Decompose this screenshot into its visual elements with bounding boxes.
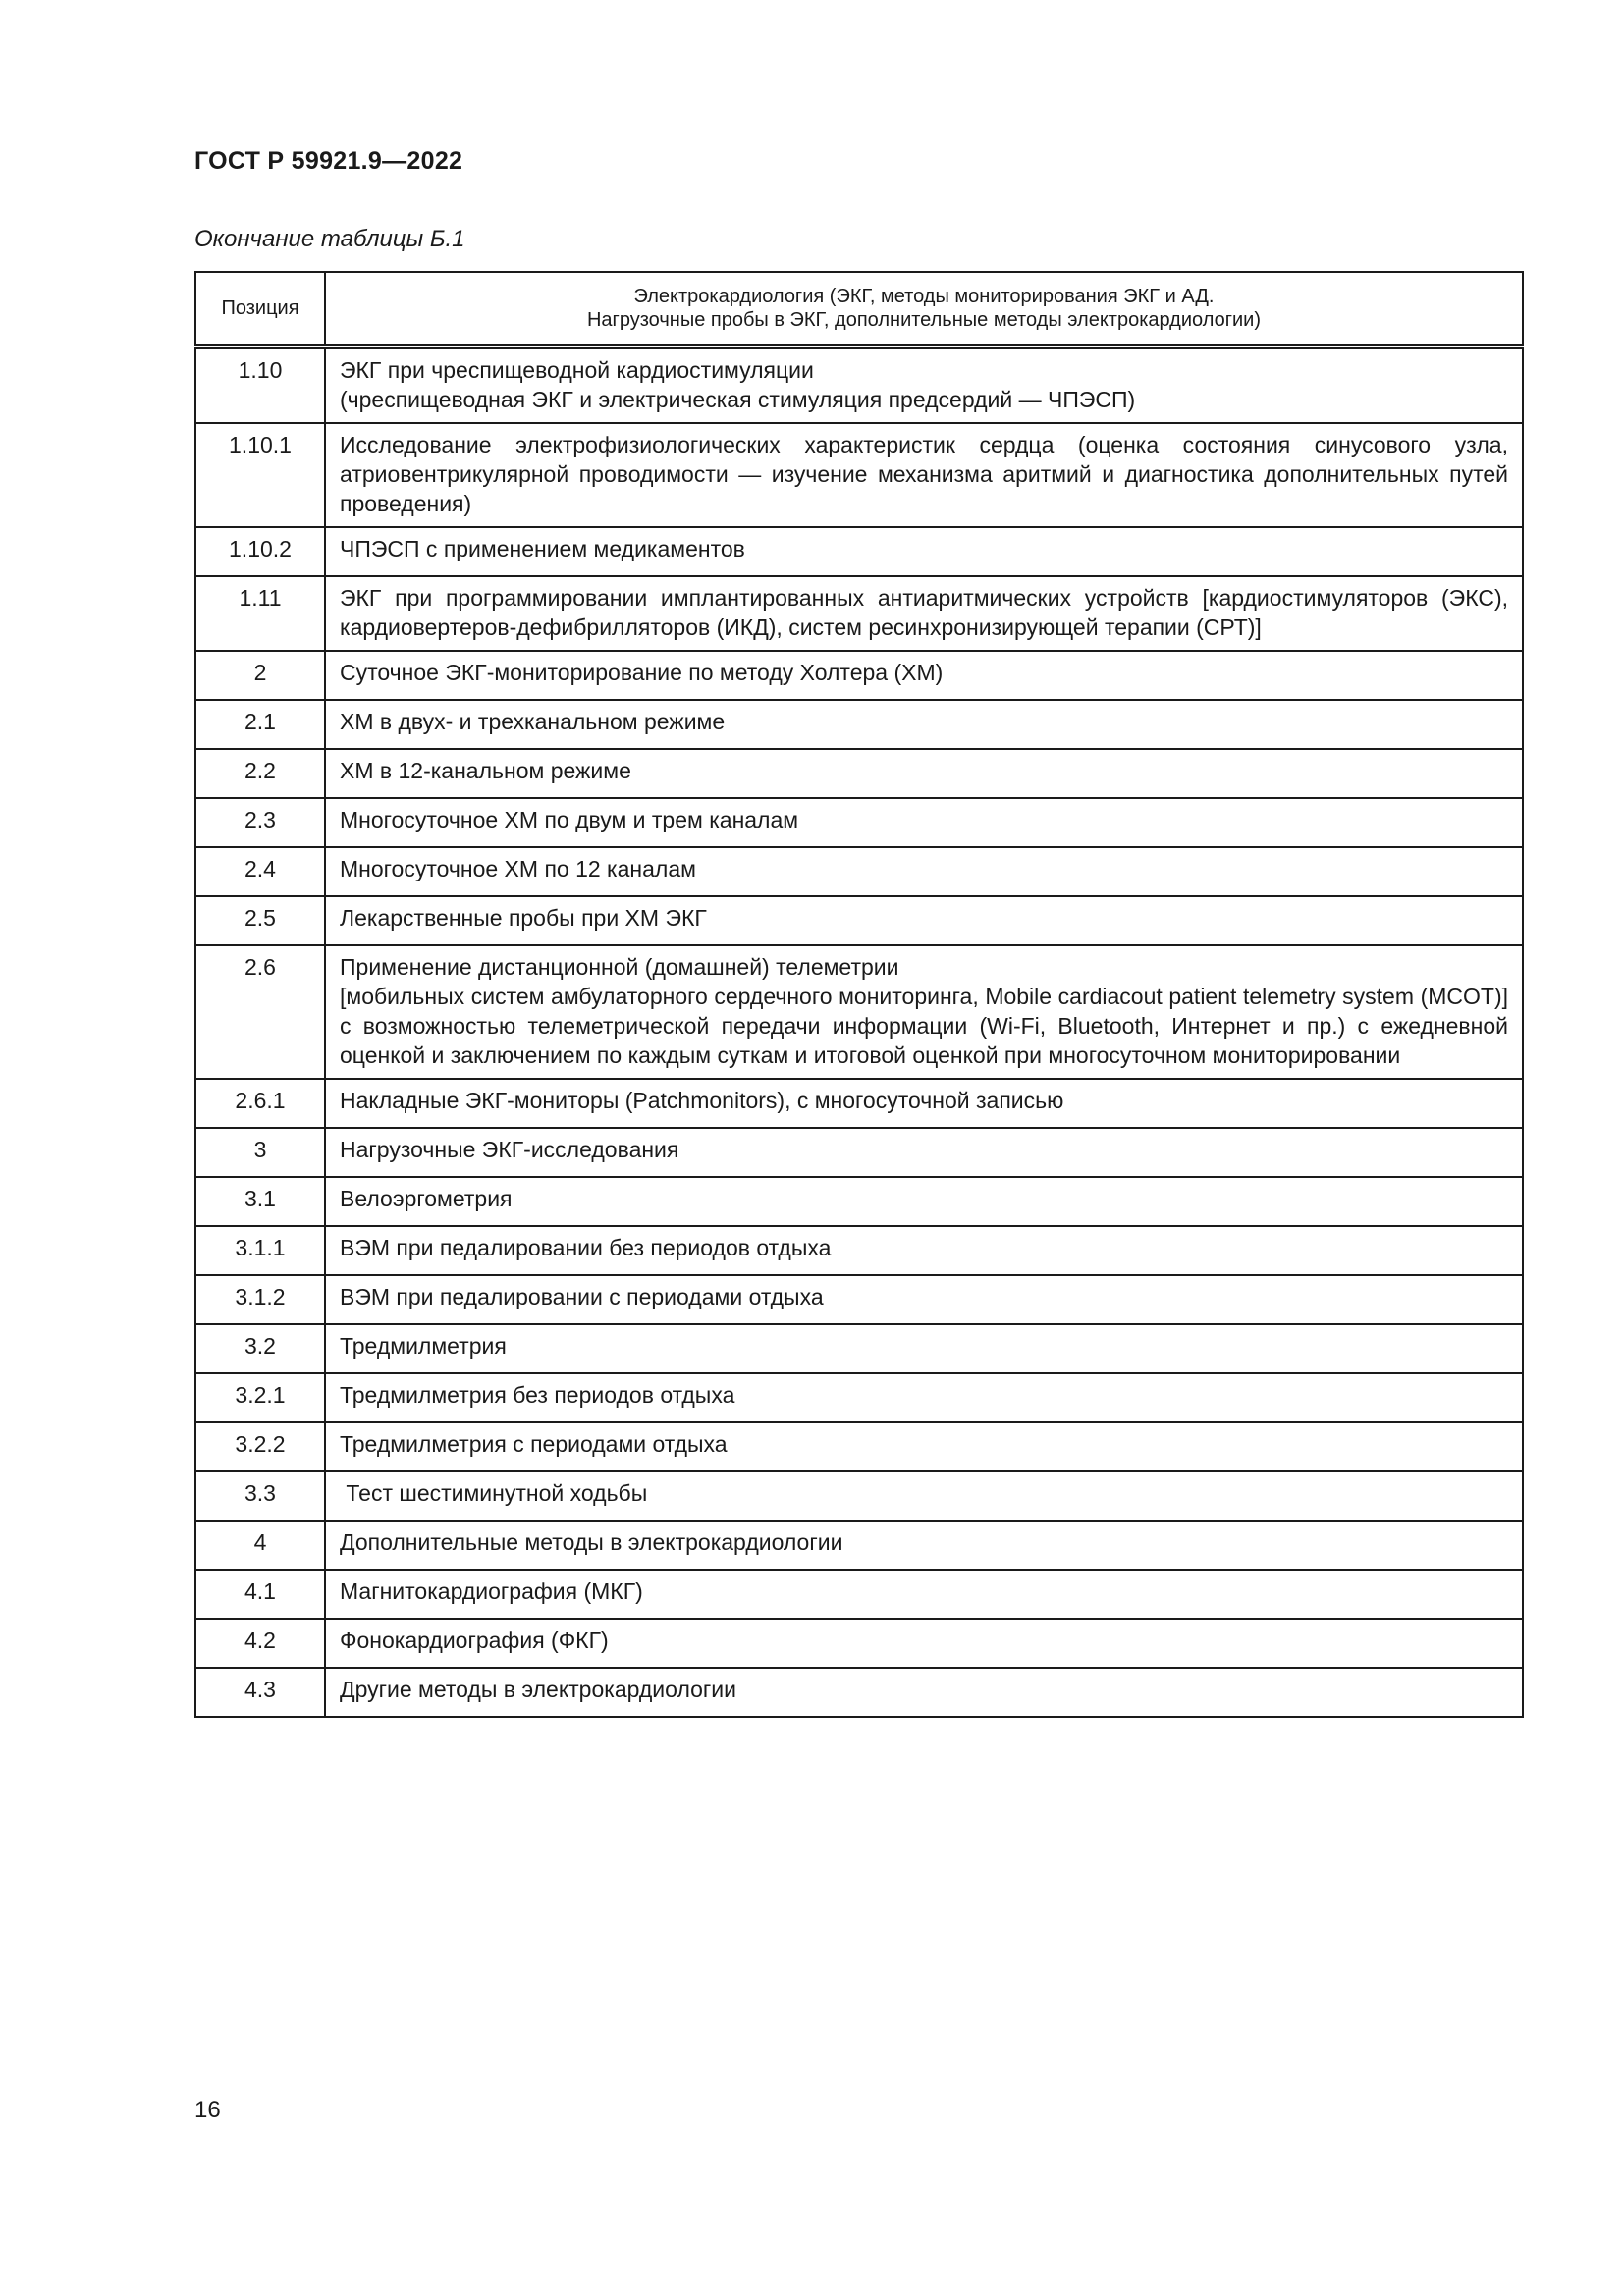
row-position: 2.1 <box>195 700 325 749</box>
row-description: Фонокардиография (ФКГ) <box>325 1619 1523 1668</box>
row-description-line2: (чреспищеводная ЭКГ и электрическая стимуляция предсердий — ЧПЭСП) <box>340 387 1136 412</box>
table-row <box>195 1668 1523 1717</box>
table-row <box>195 1275 1523 1324</box>
table-row <box>195 896 1523 945</box>
row-description: ВЭМ при педалировании с периодами отдыха <box>325 1275 1523 1324</box>
table-row <box>195 651 1523 700</box>
row-position: 2.6 <box>195 945 325 1079</box>
row-description <box>325 347 1523 423</box>
table-container <box>194 271 1524 1718</box>
row-description: Велоэргометрия <box>325 1177 1523 1226</box>
row-position: 2 <box>195 651 325 700</box>
table-row <box>195 1373 1523 1422</box>
table-row <box>195 1079 1523 1128</box>
row-description: ХМ в 12-канальном режиме <box>325 749 1523 798</box>
row-position: 3 <box>195 1128 325 1177</box>
table-caption: Окончание таблицы Б.1 <box>194 226 465 252</box>
document-header: ГОСТ Р 59921.9—2022 <box>194 147 463 175</box>
row-position: 1.11 <box>195 576 325 651</box>
table-row <box>195 1471 1523 1521</box>
row-description: Нагрузочные ЭКГ-исследования <box>325 1128 1523 1177</box>
row-position: 2.2 <box>195 749 325 798</box>
methods-table <box>194 271 1524 1718</box>
table-row <box>195 847 1523 896</box>
row-description: Тредмилметрия без периодов отдыха <box>325 1373 1523 1422</box>
row-position: 4.2 <box>195 1619 325 1668</box>
table-row <box>195 1128 1523 1177</box>
row-position: 3.1.1 <box>195 1226 325 1275</box>
header-description-line2: Нагрузочные пробы в ЭКГ, дополнительные методы электрокардиологии) <box>586 309 1262 331</box>
row-description: ЧПЭСП с применением медикаментов <box>325 527 1523 576</box>
row-description: Другие методы в электрокардиологии <box>325 1668 1523 1717</box>
row-description: Лекарственные пробы при ХМ ЭКГ <box>325 896 1523 945</box>
table-row <box>195 1324 1523 1373</box>
table-row <box>195 1422 1523 1471</box>
row-description: Тест шестиминутной ходьбы <box>325 1471 1523 1521</box>
row-position: 4.1 <box>195 1570 325 1619</box>
page-number: 16 <box>194 2097 221 2123</box>
row-description: Накладные ЭКГ-мониторы (Patchmonitors), с многосуточной записью <box>325 1079 1523 1128</box>
row-description: ВЭМ при педалировании без периодов отдыха <box>325 1226 1523 1275</box>
row-position: 2.6.1 <box>195 1079 325 1128</box>
row-description: ЭКГ при программировании имплантированных антиаритмических устройств [кардиостимуляторов (ЭКС), кардиовертеров-дефибрилляторов (ИКД), систем ресинхронизирующей терапии (СРТ)] <box>325 576 1523 651</box>
table-row <box>195 1226 1523 1275</box>
row-position: 3.2.2 <box>195 1422 325 1471</box>
row-description: Суточное ЭКГ-мониторирование по методу Холтера (ХМ) <box>325 651 1523 700</box>
row-position: 1.10.2 <box>195 527 325 576</box>
row-description: ХМ в двух- и трехканальном режиме <box>325 700 1523 749</box>
row-description-line1: Применение дистанционной (домашней) телеметрии <box>340 954 899 980</box>
row-description: Многосуточное ХМ по двум и трем каналам <box>325 798 1523 847</box>
row-position: 2.3 <box>195 798 325 847</box>
table-row <box>195 1177 1523 1226</box>
row-position: 4 <box>195 1521 325 1570</box>
table-row <box>195 576 1523 651</box>
row-description: Исследование электрофизиологических характеристик сердца (оценка состояния синусового узла, атриовентрикулярной проводимости — изучение механизма аритмий и диагностика дополнительных путей проведения) <box>325 423 1523 527</box>
table-row <box>195 1619 1523 1668</box>
row-position: 1.10.1 <box>195 423 325 527</box>
row-description: Магнитокардиография (МКГ) <box>325 1570 1523 1619</box>
table-row <box>195 527 1523 576</box>
table-header-row <box>195 272 1523 347</box>
table-row <box>195 700 1523 749</box>
row-position: 1.10 <box>195 347 325 423</box>
row-position: 2.5 <box>195 896 325 945</box>
row-position: 3.3 <box>195 1471 325 1521</box>
row-description: Многосуточное ХМ по 12 каналам <box>325 847 1523 896</box>
row-position: 3.2.1 <box>195 1373 325 1422</box>
row-description: Тредмилметрия с периодами отдыха <box>325 1422 1523 1471</box>
row-position: 3.1.2 <box>195 1275 325 1324</box>
header-description-line1: Электрокардиология (ЭКГ, методы мониторирования ЭКГ и АД. <box>633 286 1215 307</box>
table-row <box>195 1570 1523 1619</box>
row-position: 3.2 <box>195 1324 325 1373</box>
row-description: Дополнительные методы в электрокардиологии <box>325 1521 1523 1570</box>
table-row <box>195 798 1523 847</box>
row-description-line2: [мобильных систем амбулаторного сердечного мониторинга, Mobile cardiacout patient telemetry system (MCOT)] с возможностью телеметрической передачи информации (Wi-Fi, Bluetooth, Интернет и пр.) с ежедневной оценкой и заключением по каждым суткам и итоговой оценкой при многосуточном мониторировании <box>340 984 1508 1068</box>
row-description <box>325 945 1523 1079</box>
table-row <box>195 749 1523 798</box>
row-position: 2.4 <box>195 847 325 896</box>
header-position: Позиция <box>195 272 325 347</box>
header-description <box>325 272 1523 347</box>
row-description-line1: ЭКГ при чреспищеводной кардиостимуляции <box>340 357 814 383</box>
table-row <box>195 1521 1523 1570</box>
row-position: 3.1 <box>195 1177 325 1226</box>
table-row <box>195 347 1523 423</box>
row-position: 4.3 <box>195 1668 325 1717</box>
table-row <box>195 945 1523 1079</box>
table-row <box>195 423 1523 527</box>
row-description: Тредмилметрия <box>325 1324 1523 1373</box>
